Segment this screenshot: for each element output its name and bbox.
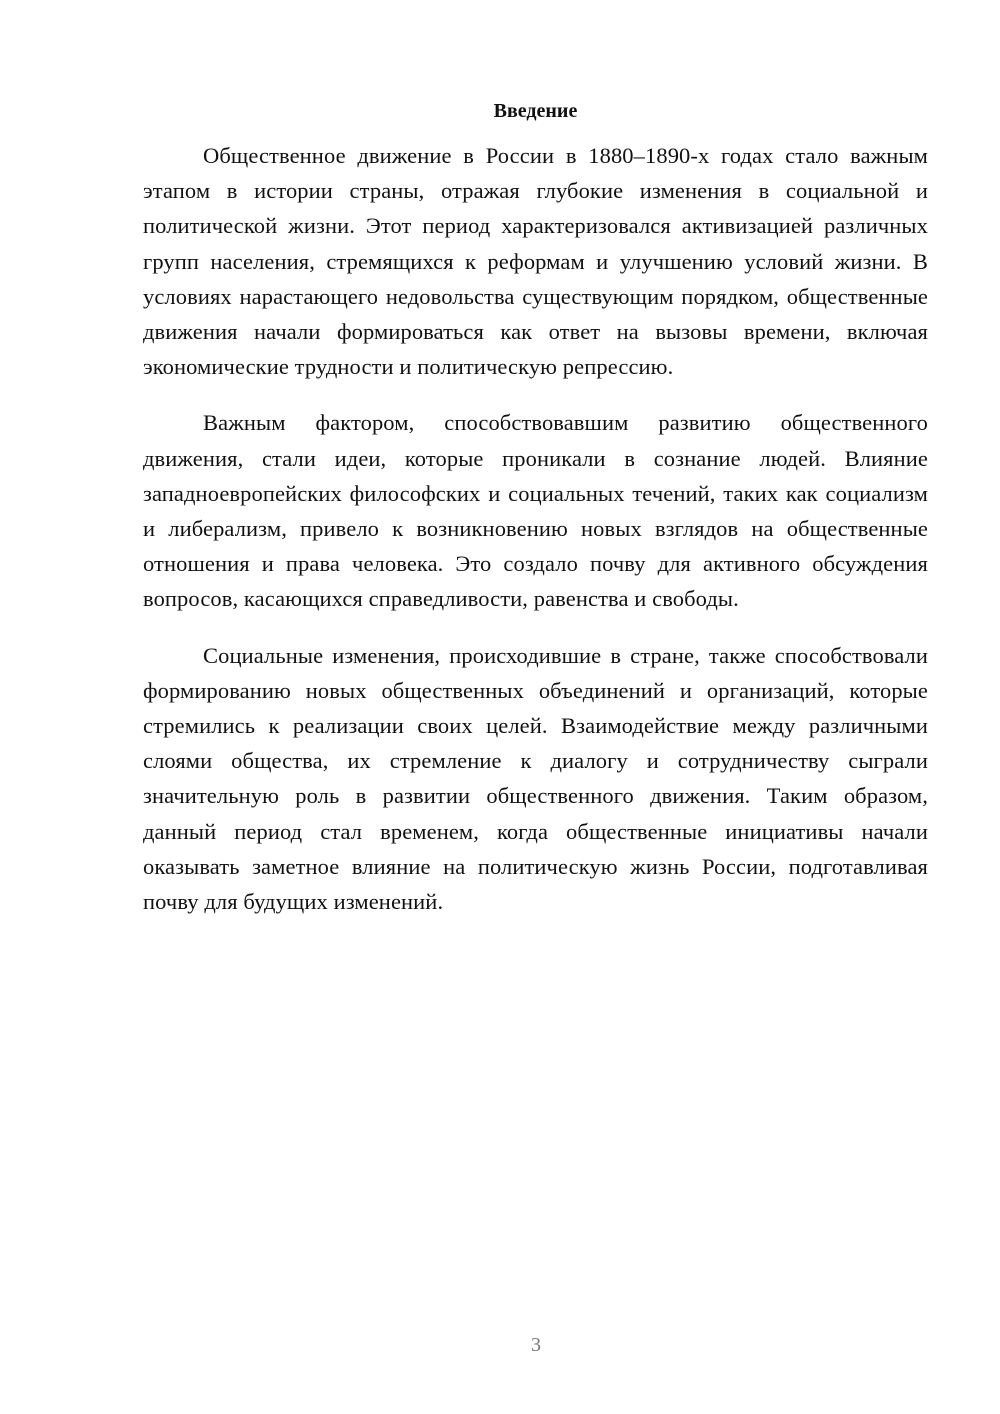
paragraph-3: Социальные изменения, происходившие в стране, также способствовали формированию новых общественных объединений и организаций, которые стремились к реализации своих целей. Взаимодействие между различными слоями общества, их стремление к диалогу и сотрудничеству сыграли значительную роль в развитии общественного движения. Таким образом, данный период стал временем, когда общественные инициативы начали оказывать заметное влияние на политическую жизнь России, подготавливая почву для будущих изменений. (143, 642, 928, 915)
paragraph-2: Важным фактором, способствовавшим развитию общественного движения, стали идеи, которые проникали в сознание людей. Влияние западноевропейских философских и социальных течений, таких как социализм и либерализм, привело к возникновению новых взглядов на общественные отношения и права человека. Это создало почву для активного обсуждения вопросов, касающихся справедливости, равенства и свободы. (143, 410, 928, 612)
section-title: Введение (493, 100, 578, 122)
page-content (143, 96, 928, 919)
page-number: 3 (531, 1334, 541, 1356)
paragraph-1: Общественное движение в России в 1880–1890-х годах стало важным этапом в истории страны, отражая глубокие изменения в социальной и политической жизни. Этот период характеризовался активизацией различных групп населения, стремящихся к реформам и улучшению условий жизни. В условиях нарастающего недовольства существующим порядком, общественные движения начали формироваться как ответ на вызовы времени, включая экономические трудности и политическую репрессию. (143, 143, 928, 380)
